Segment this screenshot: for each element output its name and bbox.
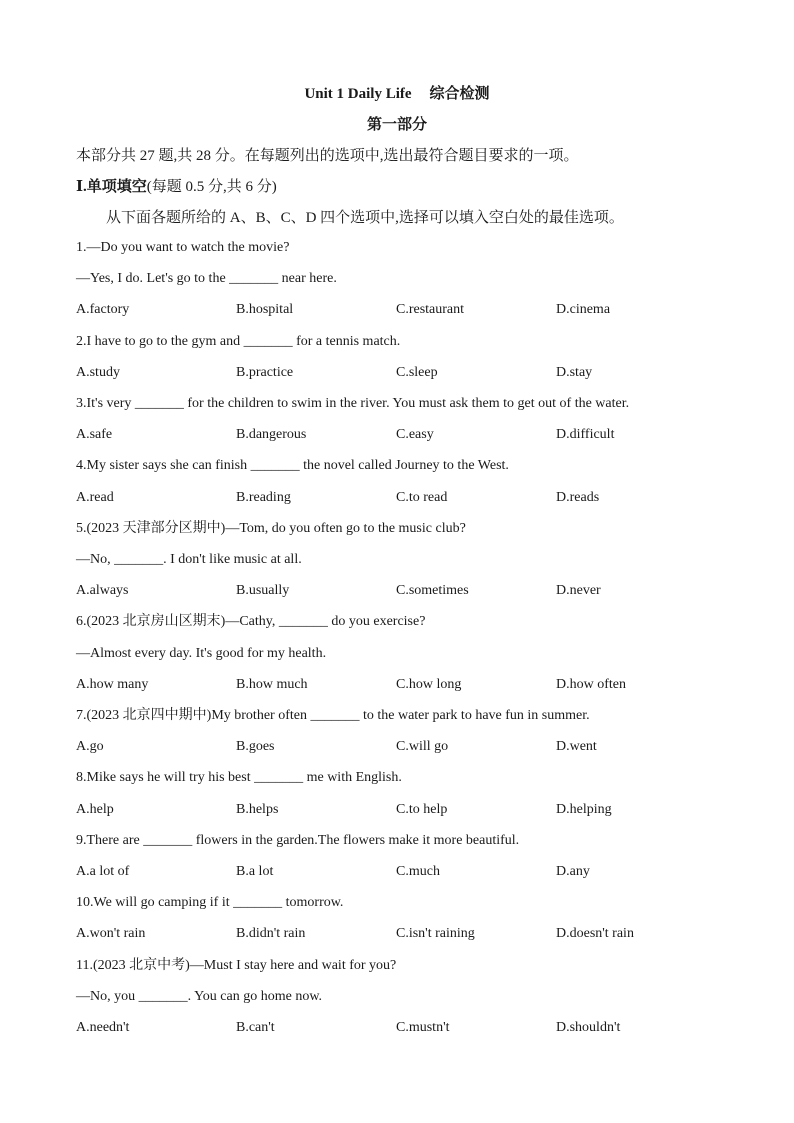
- question-stem: 11.(2023 北京中考)—Must I stay here and wait for you?: [76, 957, 397, 973]
- option-a: A.safe: [76, 427, 113, 443]
- part-title: 第一部分: [366, 117, 427, 133]
- option-row: [76, 425, 736, 445]
- option-row: [76, 800, 736, 820]
- option-a: A.read: [76, 489, 114, 505]
- option-a: A.go: [76, 739, 104, 755]
- option-b: B.can't: [236, 1020, 275, 1035]
- question-line: —Yes, I do. Let's go to the _______ near here.: [76, 271, 337, 287]
- option-row: [76, 581, 736, 601]
- title-main: Unit 1 Daily Life: [304, 86, 412, 102]
- question-stem: 10.We will go camping if it _______ tomorrow.: [76, 895, 344, 911]
- question-stem: 5.(2023 天津部分区期中)—Tom, do you often go to the music club?: [76, 520, 466, 536]
- option-row: [76, 363, 736, 383]
- option-b: B.reading: [236, 489, 291, 505]
- option-d: D.helping: [556, 801, 612, 817]
- option-d: D.never: [556, 583, 601, 599]
- question-stem: 9.There are _______ flowers in the garden.The flowers make it more beautiful.: [76, 832, 520, 848]
- option-a: A.always: [76, 583, 129, 599]
- option-c: C.to read: [396, 489, 448, 505]
- section-label: Ⅰ.单项填空: [76, 179, 147, 195]
- option-d: D.shouldn't: [556, 1020, 621, 1035]
- option-d: D.any: [556, 864, 590, 879]
- option-row: [76, 488, 736, 508]
- section-instruction: 从下面各题所给的 A、B、C、D 四个选项中,选择可以填入空白处的最佳选项。: [106, 210, 624, 226]
- question-line: —No, _______. I don't like music at all.: [76, 552, 302, 567]
- option-a: A.help: [76, 801, 114, 817]
- part-intro: 本部分共 27 题,共 28 分。在每题列出的选项中,选出最符合题目要求的一项。: [76, 148, 579, 164]
- title-sub: 综合检测: [429, 86, 490, 102]
- option-c: C.will go: [396, 739, 449, 755]
- option-a: A.study: [76, 364, 120, 380]
- section-note: (每题 0.5 分,共 6 分): [146, 179, 277, 195]
- option-b: B.goes: [236, 739, 275, 755]
- option-b: B.helps: [236, 801, 279, 817]
- option-row: [76, 300, 736, 320]
- question-stem: 6.(2023 北京房山区期末)—Cathy, _______ do you exercise?: [76, 614, 426, 630]
- option-row: [76, 737, 736, 757]
- option-c: C.restaurant: [396, 302, 465, 318]
- option-c: C.easy: [396, 427, 434, 443]
- question-line: —No, you _______. You can go home now.: [76, 988, 323, 1004]
- option-a: A.factory: [76, 302, 130, 318]
- option-b: B.didn't rain: [236, 926, 306, 942]
- option-b: B.a lot: [236, 864, 274, 879]
- option-c: C.to help: [396, 801, 448, 817]
- option-d: D.went: [556, 739, 597, 755]
- option-c: C.how long: [396, 676, 462, 692]
- option-a: A.how many: [76, 676, 149, 692]
- option-d: D.how often: [556, 676, 626, 692]
- option-a: A.needn't: [76, 1020, 130, 1035]
- question-line: —Almost every day. It's good for my health.: [76, 645, 327, 661]
- option-b: B.how much: [236, 676, 308, 692]
- option-b: B.dangerous: [236, 427, 307, 443]
- option-c: C.much: [396, 864, 440, 879]
- option-d: D.doesn't rain: [556, 926, 634, 942]
- option-d: D.stay: [556, 364, 593, 380]
- option-row: [76, 924, 736, 944]
- question-stem: 7.(2023 北京四中期中)My brother often _______ to the water park to have fun in summer.: [76, 708, 590, 723]
- option-c: C.sometimes: [396, 583, 469, 599]
- option-d: D.difficult: [556, 427, 615, 443]
- option-row: [76, 675, 736, 695]
- option-row: [76, 862, 736, 882]
- question-stem: 4.My sister says she can finish _______ the novel called Journey to the West.: [76, 458, 509, 474]
- option-c: C.sleep: [396, 364, 438, 380]
- option-c: C.isn't raining: [396, 926, 475, 942]
- question-stem: 3.It's very _______ for the children to swim in the river. You must ask them to get out of the water.: [76, 396, 630, 411]
- option-c: C.mustn't: [396, 1020, 450, 1035]
- question-stem: 8.Mike says he will try his best _______ me with English.: [76, 770, 402, 786]
- option-b: B.usually: [236, 583, 290, 599]
- option-b: B.practice: [236, 364, 294, 380]
- question-stem: 2.I have to go to the gym and _______ for a tennis match.: [76, 333, 401, 349]
- option-row: [76, 1018, 736, 1038]
- question-stem: 1.—Do you want to watch the movie?: [76, 240, 290, 255]
- option-d: D.cinema: [556, 302, 611, 318]
- document-title: [0, 82, 794, 103]
- option-a: A.won't rain: [76, 926, 146, 942]
- option-a: A.a lot of: [76, 864, 130, 879]
- option-d: D.reads: [556, 489, 600, 505]
- section-heading: [76, 175, 277, 196]
- option-b: B.hospital: [236, 302, 294, 318]
